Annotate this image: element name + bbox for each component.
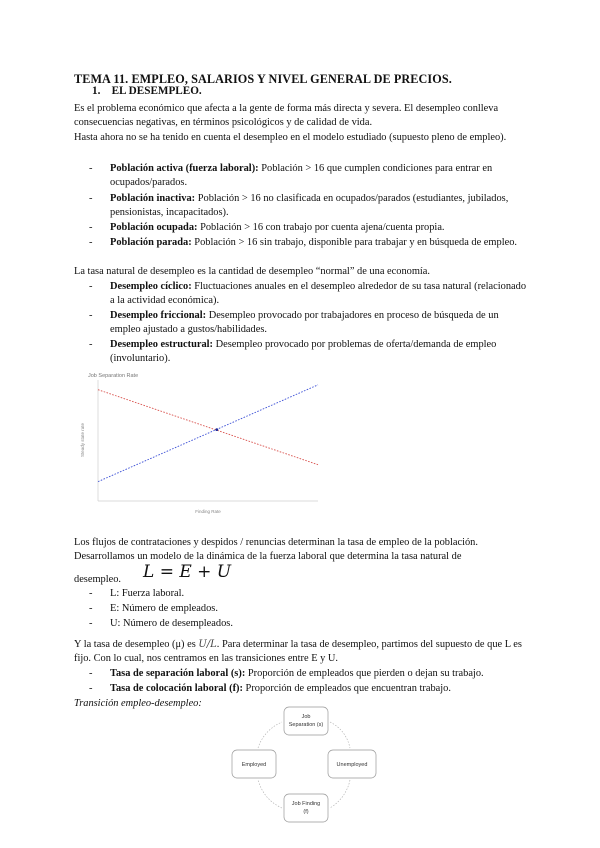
- list-item-friccional: [89, 309, 529, 337]
- rate-text-before: Y la tasa de desempleo (μ) es: [74, 639, 199, 650]
- arrow-employed-to-separation: [258, 722, 282, 748]
- rate-text-after: . Para determinar la tasa de desempleo, partimos del supuesto de que L es fijo. Con lo cual, nos centramos en las transiciones entre E y U.: [74, 639, 522, 665]
- node-finding: [284, 794, 328, 822]
- term-label: Población activa (fuerza laboral):: [110, 163, 259, 174]
- list-item-inactiva: [89, 192, 529, 220]
- list-dash: -: [89, 222, 93, 233]
- flows-paragraph: Los flujos de contrataciones y despidos / renuncias determinan la tasa de empleo de la población.: [74, 537, 478, 548]
- variable-item-L: [89, 587, 529, 601]
- node-separation-line1: Job: [301, 714, 311, 720]
- section-heading: [92, 85, 202, 97]
- list-item-parada: [89, 236, 529, 250]
- labor-force-equation: L = E + U: [143, 562, 232, 582]
- node-finding-line1: Job Finding: [291, 801, 321, 807]
- variable-item-E: [89, 602, 529, 616]
- variable-item-U: [89, 617, 529, 631]
- term-label: Desempleo cíclico:: [110, 281, 192, 292]
- x-axis-label: Finding Rate: [195, 509, 221, 514]
- list-dash: -: [89, 683, 93, 694]
- list-dash: -: [89, 339, 93, 350]
- node-separation-line2: Separation (s): [288, 722, 324, 728]
- rate-item-finding: [89, 682, 529, 696]
- transition-diagram: [228, 704, 380, 828]
- list-dash: -: [89, 668, 93, 679]
- chart-background: [78, 368, 326, 516]
- intro-paragraph: Es el problema económico que afecta a la gente de forma más directa y severa. El desempleo conlleva consecuencias negativas, en términos psicológicos y de calidad de vida.: [74, 103, 499, 129]
- transition-heading: Transición empleo-desempleo:: [74, 698, 202, 709]
- term-label: Tasa de colocación laboral (f):: [110, 683, 243, 694]
- list-dash: -: [89, 310, 93, 321]
- page-title: TEMA 11. EMPLEO, SALARIOS Y NIVEL GENERAL DE PRECIOS.: [74, 72, 452, 86]
- y-axis-label: Steady state rate: [80, 422, 85, 458]
- list-item-estructural: [89, 338, 529, 366]
- list-dash: -: [89, 588, 93, 599]
- arrow-unemployed-to-finding: [330, 780, 350, 808]
- term-label: Tasa de separación laboral (s):: [110, 668, 246, 679]
- term-text: Desempleo provocado por trabajadores en proceso de búsqueda de un empleo ajustado a gustos/habilidades.: [110, 310, 499, 336]
- list-dash: -: [89, 193, 93, 204]
- node-unemployed-label: Unemployed: [336, 762, 368, 768]
- node-employed-label: Employed: [241, 762, 267, 768]
- term-text: Proporción de empleados que encuentran trabajo.: [242, 683, 451, 694]
- arrow-finding-to-employed: [258, 780, 282, 808]
- unemployment-rate-paragraph: [74, 638, 534, 667]
- variable-text: E: Número de empleados.: [110, 603, 218, 614]
- node-separation: [284, 707, 328, 735]
- list-dash: -: [89, 603, 93, 614]
- list-dash: -: [89, 281, 93, 292]
- rate-item-separation: [89, 667, 529, 681]
- flows-paragraph-2: Desarrollamos un modelo de la dinámica de la fuerza laboral que determina la tasa natural de: [74, 551, 462, 562]
- term-text: Población > 16 no clasificada en ocupados/parados (estudiantes, jubilados, pensionistas, incapacitados).: [110, 193, 509, 219]
- desempleo-word: desempleo.: [74, 574, 122, 585]
- term-label: Desempleo estructural:: [110, 339, 214, 350]
- term-label: Población parada:: [110, 237, 192, 248]
- term-text: Población > 16 que cumplen condiciones para entrar en ocupados/parados.: [110, 163, 493, 189]
- arrow-separation-to-unemployed: [330, 722, 350, 748]
- list-dash: -: [89, 163, 93, 174]
- list-item-ocupada: [89, 221, 529, 235]
- rate-ratio: U/L: [198, 639, 217, 650]
- term-text: Población > 16 con trabajo por cuenta ajena/cuenta propia.: [197, 222, 445, 233]
- section-number: 1.: [92, 85, 101, 97]
- term-label: Desempleo friccional:: [110, 310, 207, 321]
- steady-state-chart: [78, 368, 326, 516]
- list-dash: -: [89, 618, 93, 629]
- chart-title: Job Separation Rate: [88, 373, 139, 379]
- list-item-ciclico: [89, 280, 529, 308]
- term-text: Población > 16 sin trabajo, disponible para trabajar y en búsqueda de empleo.: [191, 237, 517, 248]
- term-text: Desempleo provocado por problemas de oferta/demanda de empleo (involuntario).: [110, 339, 497, 365]
- term-label: Población ocupada:: [110, 222, 198, 233]
- intro-paragraph-2: Hasta ahora no se ha tenido en cuenta el desempleo en el modelo estudiado (supuesto pleno de empleo).: [74, 132, 507, 143]
- term-text: Proporción de empleados que pierden o dejan su trabajo.: [245, 668, 484, 679]
- intersection-point: [215, 428, 218, 431]
- node-finding-line2: (f): [303, 809, 309, 815]
- natural-rate-paragraph: La tasa natural de desempleo es la cantidad de desempleo “normal” de una economía.: [74, 266, 431, 277]
- list-item-activa: [89, 162, 529, 190]
- variable-text: U: Número de desempleados.: [110, 618, 233, 629]
- section-label: EL DESEMPLEO.: [111, 85, 202, 97]
- term-label: Población inactiva:: [110, 193, 196, 204]
- term-text: Fluctuaciones anuales en el desempleo alrededor de su tasa natural (relacionado a la actividad económica).: [110, 281, 527, 307]
- list-dash: -: [89, 237, 93, 248]
- variable-text: L: Fuerza laboral.: [110, 588, 185, 599]
